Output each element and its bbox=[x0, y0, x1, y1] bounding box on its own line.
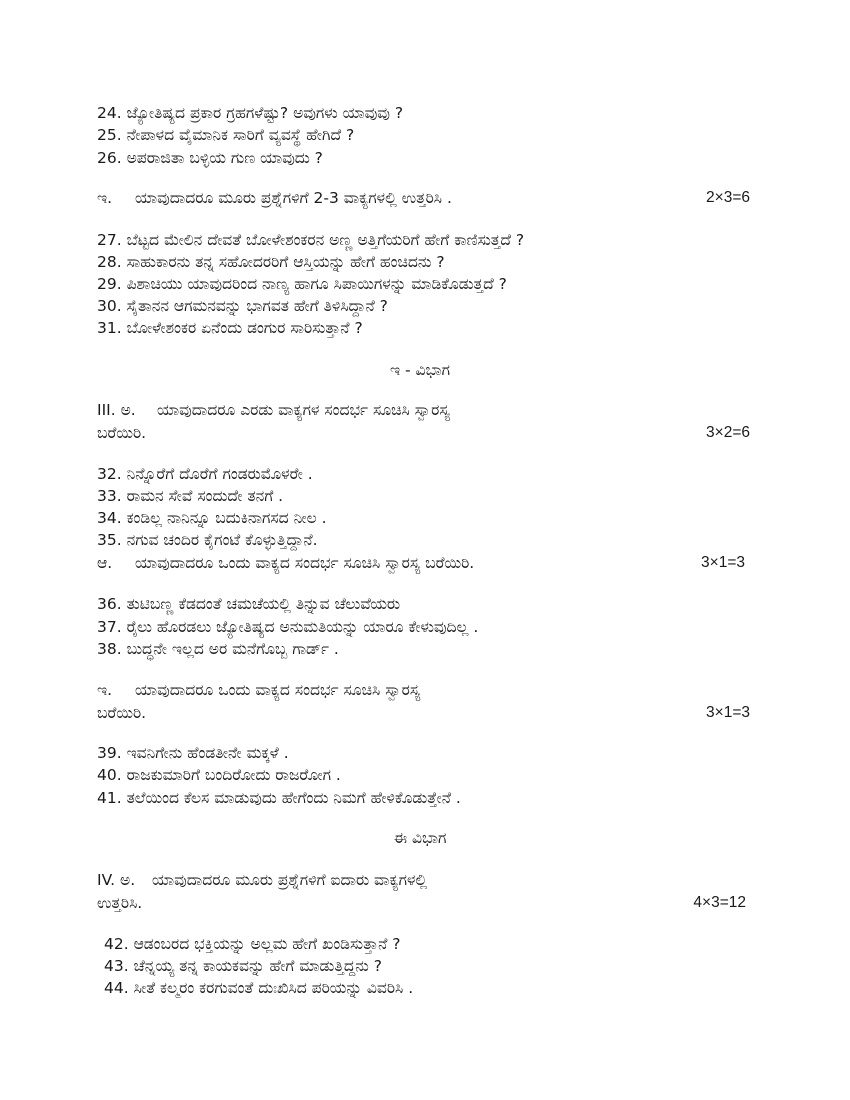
question-38: 38. ಬುದ್ಧನೇ ಇಲ್ಲದ ಅರ ಮನೆಗೊಬ್ಬ ಗಾರ್ಡ್ . bbox=[97, 640, 339, 658]
section-label: ಇ. bbox=[97, 681, 113, 699]
question-26: 26. ಅಪರಾಜಿತಾ ಬಳ್ಳಿಯ ಗುಣ ಯಾವುದು ? bbox=[97, 149, 323, 167]
question-25: 25. ನೇಪಾಳದ ವೈಮಾನಿಕ ಸಾರಿಗೆ ವ್ಯವಸ್ಥೆ ಹೇಗಿದೆ ? bbox=[97, 126, 355, 144]
section-IV-instruction bbox=[97, 870, 427, 890]
question-39: 39. ಇವನಿಗೇನು ಹೆಂಡತೀನೇ ಮಕ್ಕಳೆ . bbox=[97, 744, 289, 762]
question-42: 42. ಆಡಂಬರದ ಭಕ್ತಿಯನ್ನು ಅಲ್ಲಮ ಹೇಗೆ ಖಂಡಿಸುತ್ತಾನೆ ? bbox=[104, 935, 401, 953]
instruction-text: ಯಾವುದಾದರೂ ಒಂದು ವಾಕ್ಯದ ಸಂದರ್ಭ ಸೂಚಿಸಿ ಸ್ವಾರಸ್ಯ bbox=[135, 681, 421, 699]
marks: 2×3=6 bbox=[706, 189, 750, 206]
instruction-text: ಯಾವುದಾದರೂ ಮೂರು ಪ್ರಶ್ನೆಗಳಿಗೆ 2-3 ವಾಕ್ಯಗಳಲ್ಲಿ ಉತ್ತರಿಸಿ . bbox=[135, 189, 452, 207]
heading-text: ಇ - ವಿಭಾಗ bbox=[390, 361, 450, 379]
question-30: 30. ಸೈತಾನನ ಆಗಮನವನ್ನು ಭಾಗವತ ಹೇಗೆ ತಿಳಿಸಿದ್ದಾನೆ ? bbox=[97, 297, 388, 315]
question-24: 24. ಜ್ಯೋತಿಷ್ಯದ ಪ್ರಕಾರ ಗ್ರಹಗಳೆಷ್ಟು? ಅವುಗಳು ಯಾವುವು ? bbox=[97, 104, 404, 122]
question-27: 27. ಬೆಟ್ಟದ ಮೇಲಿನ ದೇವತೆ ಬೋಳೇಶಂಕರನ ಅಣ್ಣ ಅತ್ತಿಗೆಯರಿಗೆ ಹೇಗೆ ಕಾಣಿಸುತ್ತದೆ ? bbox=[97, 231, 525, 249]
question-33: 33. ರಾಮನ ಸೇವೆ ಸಂದುದೇ ತನಗೆ . bbox=[97, 487, 284, 505]
section-label: ಆ. bbox=[97, 554, 113, 572]
heading-text: ಈ ವಿಭಾಗ bbox=[393, 829, 447, 847]
question-35: 35. ನಗುವ ಚಂದಿರ ಕೈಗಂಟೆ ಕೊಳ್ಳುತ್ತಿದ್ದಾನೆ. bbox=[97, 531, 318, 549]
question-40: 40. ರಾಜಕುಮಾರಿಗೆ ಬಂದಿರೋದು ರಾಜರೋಗ . bbox=[97, 766, 341, 784]
section-i2-instruction bbox=[97, 680, 420, 700]
question-31: 31. ಬೋಳೇಶಂಕರ ಏನೆಂದು ಡಂಗುರ ಸಾರಿಸುತ್ತಾನೆ ? bbox=[97, 319, 363, 337]
instruction-continued: ಬರೆಯಿರಿ. bbox=[97, 704, 147, 722]
instruction-text: ಯಾವುದಾದರೂ ಎರಡು ವಾಕ್ಯಗಳ ಸಂದರ್ಭ ಸೂಚಿಸಿ ಸ್ವಾರಸ್ಯ bbox=[157, 401, 450, 419]
section-aa-instruction bbox=[97, 553, 474, 573]
question-36: 36. ತುಟಿಬಣ್ಣ ಕೆಡದಂತೆ ಚಮಚೆಯಲ್ಲಿ ತಿನ್ನುವ ಚೆಲುವೆಯರು bbox=[97, 595, 401, 613]
instruction-continued: ಉತ್ತರಿಸಿ. bbox=[97, 894, 143, 912]
section-i-instruction bbox=[97, 188, 452, 208]
section-heading-ii bbox=[0, 828, 850, 848]
section-III-instruction bbox=[97, 400, 450, 420]
marks: 3×1=3 bbox=[701, 554, 745, 571]
question-32: 32. ನಿನ್ನೊರೆಗೆ ದೊರೆಗೆ ಗಂಡರುಮೊಳರೇ . bbox=[97, 465, 313, 483]
instruction-text: ಯಾವುದಾದರೂ ಒಂದು ವಾಕ್ಯದ ಸಂದರ್ಭ ಸೂಚಿಸಿ ಸ್ವಾರಸ್ಯ ಬರೆಯಿರಿ. bbox=[135, 554, 475, 572]
marks: 3×2=6 bbox=[706, 424, 750, 441]
instruction-continued: ಬರೆಯಿರಿ. bbox=[97, 424, 147, 442]
section-heading-i bbox=[0, 360, 850, 380]
question-41: 41. ತಲೆಯಿಂದ ಕೆಲಸ ಮಾಡುವುದು ಹೇಗೆಂದು ನಿಮಗೆ ಹೇಳಿಕೊಡುತ್ತೇನೆ . bbox=[97, 789, 461, 807]
question-43: 43. ಚೆನ್ನಯ್ಯ ತನ್ನ ಕಾಯಕವನ್ನು ಹೇಗೆ ಮಾಡುತ್ತಿದ್ದನು ? bbox=[104, 957, 382, 975]
section-label: IV. ಅ. bbox=[97, 871, 136, 889]
question-28: 28. ಸಾಹುಕಾರನು ತನ್ನ ಸಹೋದರರಿಗೆ ಆಸ್ತಿಯನ್ನು ಹೇಗೆ ಹಂಚಿದನು ? bbox=[97, 253, 445, 271]
question-37: 37. ರೈಲು ಹೊರಡಲು ಜ್ಯೋತಿಷ್ಯದ ಅನುಮತಿಯನ್ನು ಯಾರೂ ಕೇಳುವುದಿಲ್ಲ . bbox=[97, 618, 479, 636]
instruction-text: ಯಾವುದಾದರೂ ಮೂರು ಪ್ರಶ್ನೆಗಳಿಗೆ ಐದಾರು ವಾಕ್ಯಗಳಲ್ಲಿ bbox=[152, 871, 428, 889]
marks: 3×1=3 bbox=[706, 704, 750, 721]
section-label: III. ಅ. bbox=[97, 401, 136, 419]
question-29: 29. ಪಿಶಾಚಿಯು ಯಾವುದರಿಂದ ನಾಣ್ಯ ಹಾಗೂ ಸಿಪಾಯಿಗಳನ್ನು ಮಾಡಿಕೊಡುತ್ತದೆ ? bbox=[97, 275, 507, 293]
marks: 4×3=12 bbox=[693, 894, 746, 911]
question-34: 34. ಕಂಡಿಲ್ಲ ನಾನಿನ್ನೂ ಬದುಕಿನಾಗಸದ ನೀಲ . bbox=[97, 509, 327, 527]
question-44: 44. ಸೀತೆ ಕಲ್ಮರಂ ಕರಗುವಂತೆ ದುಃಖಿಸಿದ ಪರಿಯನ್ನು ವಿವರಿಸಿ . bbox=[104, 979, 414, 997]
section-label: ಇ. bbox=[97, 189, 113, 207]
